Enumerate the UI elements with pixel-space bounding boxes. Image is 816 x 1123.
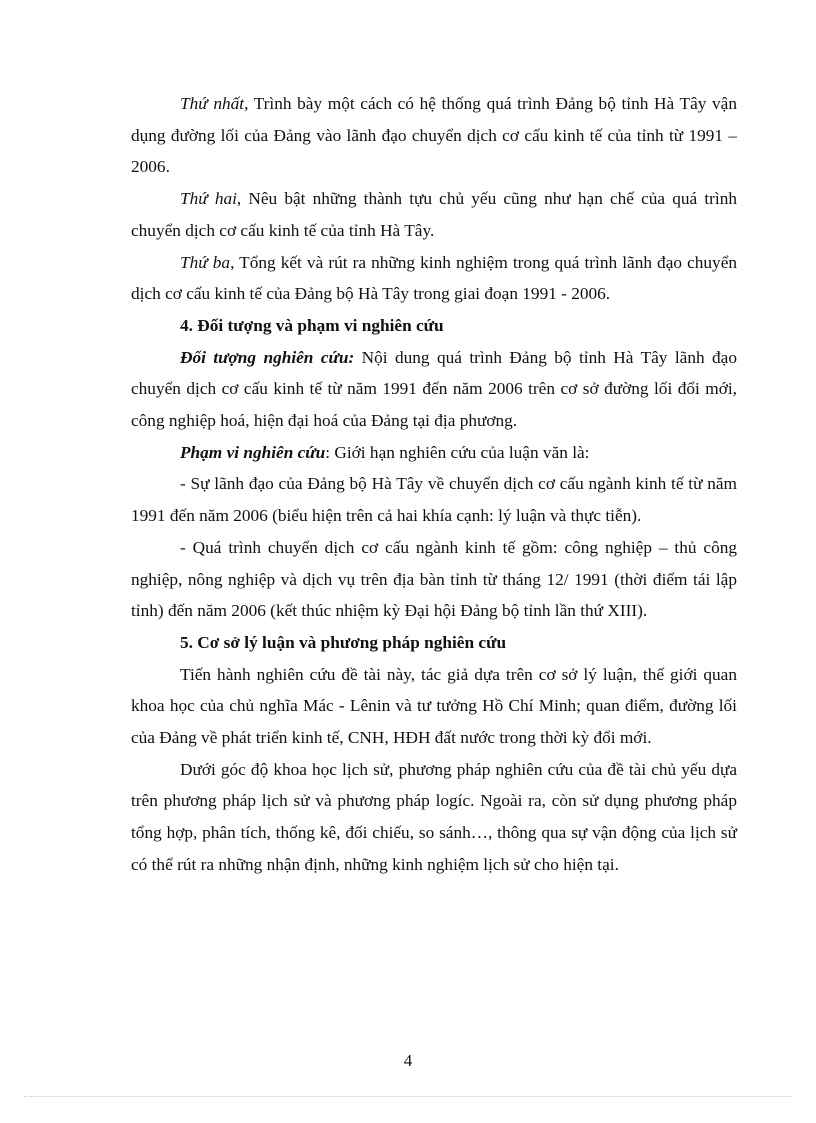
research-object-text: Nội dung quá trình Đảng bộ tỉnh Hà Tây lãnh đạo chuyển dịch cơ cấu kinh tế từ năm 1991 đến năm 2006 trên cơ sở đường lối đổi mới, công nghiệp hoá, hiện đại hoá của Đảng tại địa phương.: [131, 347, 737, 431]
objective-text: , Nêu bật những thành tựu chủ yếu cũng như hạn chế của quá trình chuyển dịch cơ cấu kinh tế của tỉnh Hà Tây.: [131, 189, 737, 240]
scope-bullet-2: - Quá trình chuyển dịch cơ cấu ngành kinh tế gồm: công nghiệp – thủ công nghiệp, nông nghiệp và dịch vụ trên địa bàn tỉnh từ tháng 12/ 1991 (thời điểm tái lập tỉnh) đến năm 2006 (kết thúc nhiệm kỳ Đại hội Đảng bộ tỉnh lần thứ XIII).: [131, 537, 737, 621]
objective-lead: Thứ hai: [180, 189, 237, 209]
objective-text: , Trình bày một cách có hệ thống quá trình Đảng bộ tỉnh Hà Tây vận dụng đường lối của Đảng vào lãnh đạo chuyển dịch cơ cấu kinh tế của tỉnh từ 1991 – 2006.: [131, 94, 737, 177]
page-number: 4: [403, 1051, 413, 1070]
scope-bullet-1: - Sự lãnh đạo của Đảng bộ Hà Tây về chuyển dịch cơ cấu ngành kinh tế từ năm 1991 đến năm 2006 (biểu hiện trên cả hai khía cạnh: lý luận và thực tiễn).: [131, 474, 737, 526]
research-object-lead: Đối tượng nghiên cứu:: [180, 347, 355, 367]
objective-lead: Thứ ba: [180, 252, 231, 272]
objective-lead: Thứ nhất: [180, 94, 245, 113]
objective-paragraph-3: [131, 247, 737, 310]
research-scope-lead: Phạm vi nghiên cứu: [180, 442, 326, 462]
document-page: [131, 88, 737, 881]
section-4-heading: 4. Đối tượng và phạm vi nghiên cứu: [180, 315, 444, 335]
section-5-heading: 5. Cơ sở lý luận và phương pháp nghiên cứu: [180, 632, 507, 652]
methodology-paragraph-2: Dưới góc độ khoa học lịch sử, phương pháp nghiên cứu của đề tài chủ yếu dựa trên phương pháp lịch sử và phương pháp logíc. Ngoài ra, còn sử dụng phương pháp tổng hợp, phân tích, thống kê, đối chiếu, so sánh…, thông qua sự vận động của lịch sử có thể rút ra những nhận định, những kinh nghiệm lịch sử cho hiện tại.: [131, 759, 737, 874]
research-object-paragraph: [131, 342, 737, 437]
methodology-paragraph-1: Tiến hành nghiên cứu đề tài này, tác giả dựa trên cơ sở lý luận, thế giới quan khoa học của chủ nghĩa Mác - Lênin và tư tưởng Hồ Chí Minh; quan điểm, đường lối của Đảng về phát triển kinh tế, CNH, HĐH đất nước trong thời kỳ đổi mới.: [131, 664, 737, 748]
research-scope-text: : Giới hạn nghiên cứu của luận văn là:: [325, 442, 590, 462]
footer-divider: [24, 1096, 792, 1097]
objective-text: , Tổng kết và rút ra những kinh nghiệm trong quá trình lãnh đạo chuyển dịch cơ cấu kinh tế của Đảng bộ Hà Tây trong giai đoạn 1991 - 2006.: [131, 252, 738, 304]
objective-paragraph-1: [131, 88, 737, 183]
objective-paragraph-2: [131, 183, 737, 246]
research-scope-paragraph: [131, 437, 737, 469]
